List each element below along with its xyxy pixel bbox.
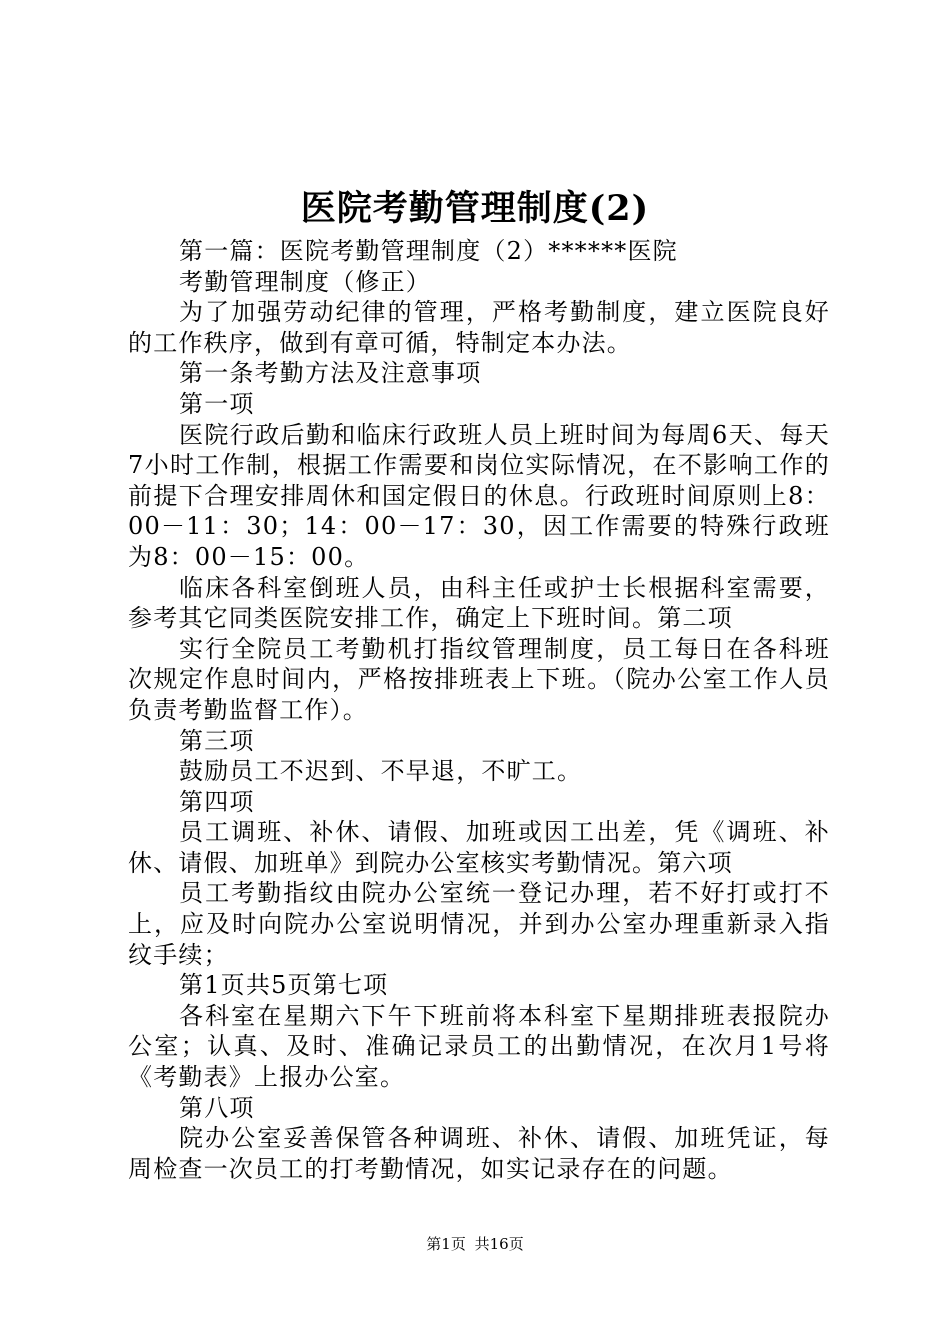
paragraph: 各科室在星期六下午下班前将本科室下星期排班表报院办公室；认真、及时、准确记录员工的出勤情况，在次月1号将《考勤表》上报办公室。 — [128, 1001, 830, 1092]
paragraph: 实行全院员工考勤机打指纹管理制度，员工每日在各科班次规定作息时间内，严格按排班表上下班。（院办公室工作人员负责考勤监督工作）。 — [128, 634, 830, 724]
paragraph: 第一条考勤方法及注意事项 — [179, 359, 482, 388]
document-body — [128, 236, 830, 1184]
page-number: 第1页 — [426, 1235, 466, 1253]
paragraph: 员工考勤指纹由院办公室统一登记办理，若不好打或打不上，应及时向院办公室说明情况，并到办公室办理重新录入指纹手续； — [128, 879, 830, 969]
paragraph: 临床各科室倒班人员，由科主任或护士长根据科室需要，参考其它同类医院安排工作，确定上下班时间。第二项 — [128, 573, 830, 633]
paragraph: 第四项 — [179, 787, 255, 816]
paragraph: 第三项 — [179, 726, 255, 755]
paragraph: 第一篇：医院考勤管理制度（2）******医院 — [179, 237, 678, 265]
paragraph: 院办公室妥善保管各种调班、补休、请假、加班凭证，每周检查一次员工的打考勤情况，如实记录存在的问题。 — [128, 1124, 830, 1183]
paragraph: 第1页共5页第七项 — [179, 971, 389, 1000]
page-total: 共16页 — [474, 1235, 524, 1253]
page-title: 医院考勤管理制度(2) — [300, 188, 650, 229]
paragraph: 为了加强劳动纪律的管理，严格考勤制度，建立医院良好的工作秩序，做到有章可循，特制定本办法。 — [128, 298, 830, 357]
paragraph: 考勤管理制度（修正） — [179, 267, 431, 296]
paragraph: 员工调班、补休、请假、加班或因工出差，凭《调班、补休、请假、加班单》到院办公室核实考勤情况。第六项 — [128, 818, 830, 877]
paragraph: 鼓励员工不迟到、不早退，不旷工。 — [179, 757, 583, 786]
paragraph: 医院行政后勤和临床行政班人员上班时间为每周6天、每天7小时工作制，根据工作需要和岗位实际情况，在不影响工作的前提下合理安排周休和国定假日的休息。行政班时间原则上8：00－11：30；14：00－17：30，因工作需要的特殊行政班为8：00－15：00。 — [128, 420, 830, 571]
page-footer — [0, 1234, 950, 1254]
paragraph: 第一项 — [179, 389, 255, 418]
paragraph: 第八项 — [179, 1093, 255, 1122]
